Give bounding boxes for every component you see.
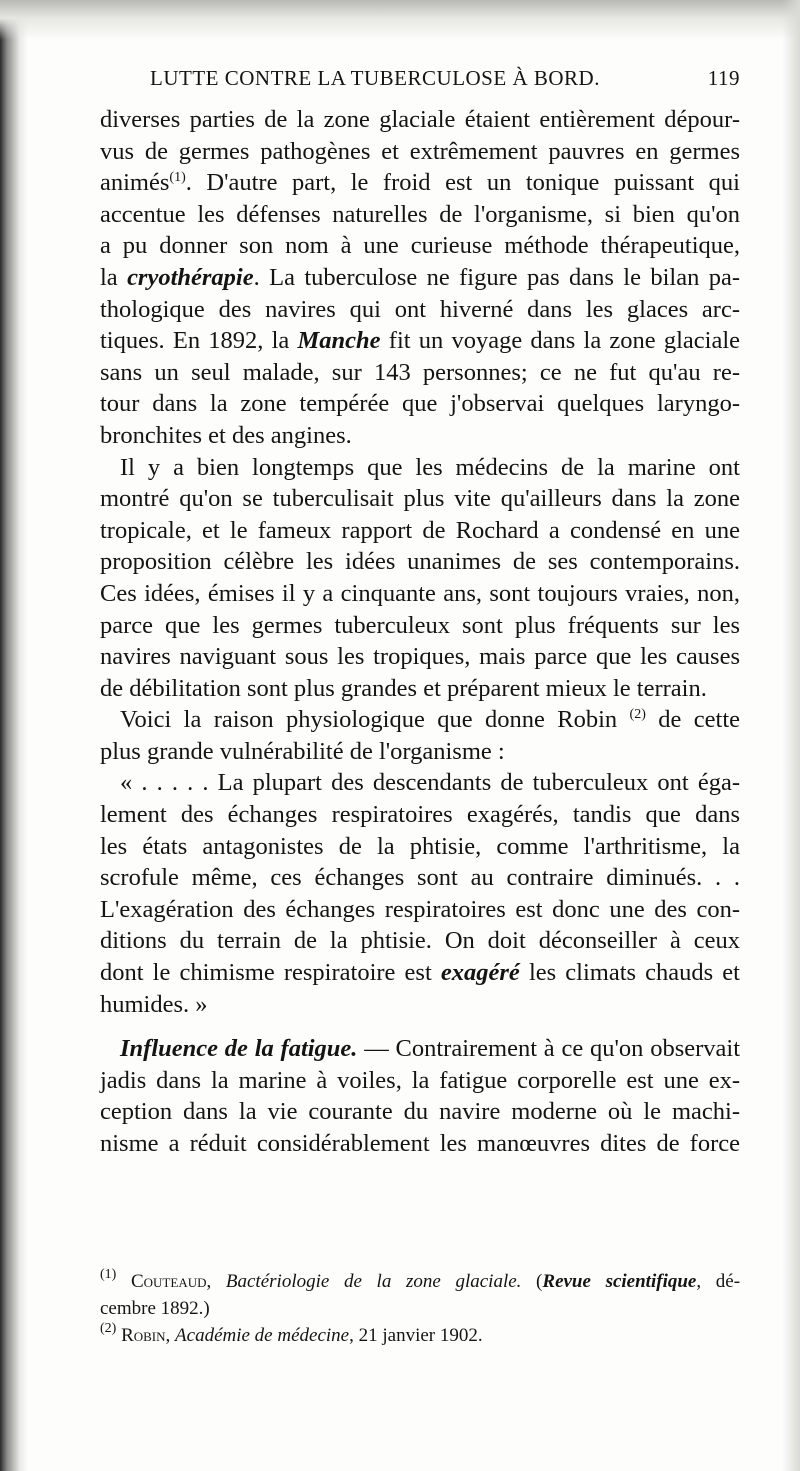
text-line: parce que les germes tuberculeux sont plus fréquents sur les [100, 611, 740, 639]
text-run: dont le chimisme respiratoire est [100, 959, 432, 987]
footnote-ref-1: (1) [169, 170, 186, 186]
text-line: accentue les défenses naturelles de l'organisme, si bien qu'on [100, 200, 740, 228]
text-line: nisme a réduit considérablement les manœuvres dites de force [100, 1130, 740, 1157]
footnote-author: Robin [121, 1325, 166, 1346]
text-run: la [100, 263, 118, 291]
footnote-text: , 21 janvier 1902. [349, 1325, 483, 1346]
footnote-2: $^{(2)}$ Robin, Académie de médecine, 21 janvier 1902. [100, 1321, 483, 1346]
body-text [100, 104, 740, 1160]
text-line [100, 167, 740, 199]
running-head [150, 66, 740, 96]
text-line: « . . . . . La plupart des descendants de tuberculeux ont éga- [120, 769, 740, 797]
paragraph-4-quotation [100, 767, 740, 1020]
footnote-1-cont: cembre 1892.) [100, 1298, 210, 1319]
paragraph-5 [100, 1033, 740, 1159]
text-line: tour dans la zone tempérée que j'observai quelques laryngo- [100, 390, 740, 418]
text-line: de débilitation sont plus grandes et préparent mieux le terrain. [100, 674, 707, 702]
footnote-text: , dé- [696, 1271, 741, 1292]
text-line: jadis dans la marine à voiles, la fatigue corporelle est une ex- [100, 1066, 740, 1094]
paragraph-2 [100, 452, 740, 705]
text-line: Ces idées, émises il y a cinquante ans, sont toujours vraies, non, [100, 579, 740, 607]
text-line: bronchites et des angines. [100, 421, 352, 449]
text-line: vus de germes pathogènes et extrêmement pauvres en germes [100, 137, 740, 165]
text-line: les états antagonistes de la phtisie, comme l'arthritisme, la [100, 832, 740, 860]
emphasis-manche: Manche [297, 327, 381, 355]
text-line: ception dans la vie courante du navire moderne où le machi- [100, 1098, 740, 1126]
text-line: proposition célèbre les idées unanimes de ses contemporains. [100, 548, 740, 576]
text-line: L'exagération des échanges respiratoires est donc une des con- [100, 895, 740, 923]
text-line [100, 704, 740, 736]
section-heading-fatigue: Influence de la fatigue. [120, 1035, 358, 1063]
scan-shadow-top [0, 0, 800, 40]
text-line: tropicale, et le fameux rapport de Rochard a condensé en une [100, 516, 740, 544]
emphasis-cryotherapie: cryothérapie [127, 263, 254, 291]
footnote-1: $^{(1)}$ Couteaud, Bactériologie de la zone glaciale. (Revue scientifique, dé- [100, 1267, 741, 1292]
text-run: fit un voyage dans la zone glaciale [388, 327, 741, 355]
paragraph-3 [100, 704, 740, 767]
running-title: LUTTE CONTRE LA TUBERCULOSE À BORD. [150, 66, 600, 90]
text-line [100, 1033, 740, 1065]
footnote-title: Académie de médecine [175, 1325, 350, 1346]
footnote-mark-1: (1) [100, 1267, 117, 1282]
text-line [100, 262, 740, 294]
footnote-author: Couteaud [130, 1271, 207, 1292]
text-line: navires naviguant sous les tropiques, mais parce que les causes [100, 643, 740, 671]
page-number: 119 [707, 66, 740, 90]
text-line [100, 957, 740, 989]
text-line: lement des échanges respiratoires exagérés, tandis que dans [100, 801, 740, 829]
footnotes [100, 1268, 740, 1349]
text-run: les climats chauds et [528, 959, 740, 987]
footnote-title: Bactériologie de la zone glaciale. [225, 1271, 522, 1292]
text-line: sans un seul malade, sur 143 personnes; ce ne fut qu'au re- [100, 358, 740, 386]
text-line: thologique des navires qui ont hiverné dans les glaces arc- [100, 295, 740, 323]
footnote-ref-2: (2) [629, 707, 646, 723]
text-run: — Contrairement à ce qu'on observait [364, 1035, 741, 1063]
footnote-mark-2: (2) [100, 1321, 117, 1336]
text-run: . La tuberculose ne figure pas dans le bilan pa- [253, 263, 740, 291]
text-run: . D'autre part, le froid est un tonique puissant qui [185, 169, 740, 197]
text-line: a pu donner son nom à une curieuse méthode thérapeutique, [100, 232, 740, 260]
scan-shadow-right [782, 0, 800, 1471]
text-line: montré qu'on se tuberculisait plus vite qu'ailleurs dans la zone [100, 485, 740, 513]
footnote-source: Revue scientifique [542, 1271, 697, 1292]
text-run: animés [100, 169, 170, 197]
text-run: tiques. En 1892, la [100, 327, 290, 355]
text-line: humides. » [100, 990, 208, 1018]
text-run: Voici la raison physiologique que donne Robin [120, 706, 618, 734]
text-run: de cette [658, 706, 740, 734]
text-line: ditions du terrain de la phtisie. On doit déconseiller à ceux [100, 927, 740, 955]
paragraph-1 [100, 104, 740, 452]
text-line: diverses parties de la zone glaciale étaient entièrement dépour- [100, 106, 740, 133]
emphasis-exagere: exagéré [440, 959, 520, 987]
scan-shadow-left [0, 0, 28, 1471]
text-line [100, 325, 740, 357]
text-line: plus grande vulnérabilité de l'organisme : [100, 737, 505, 765]
text-line: scrofule même, ces échanges sont au contraire diminués. . . [100, 864, 740, 892]
text-line: Il y a bien longtemps que les médecins de la marine ont [120, 453, 740, 481]
